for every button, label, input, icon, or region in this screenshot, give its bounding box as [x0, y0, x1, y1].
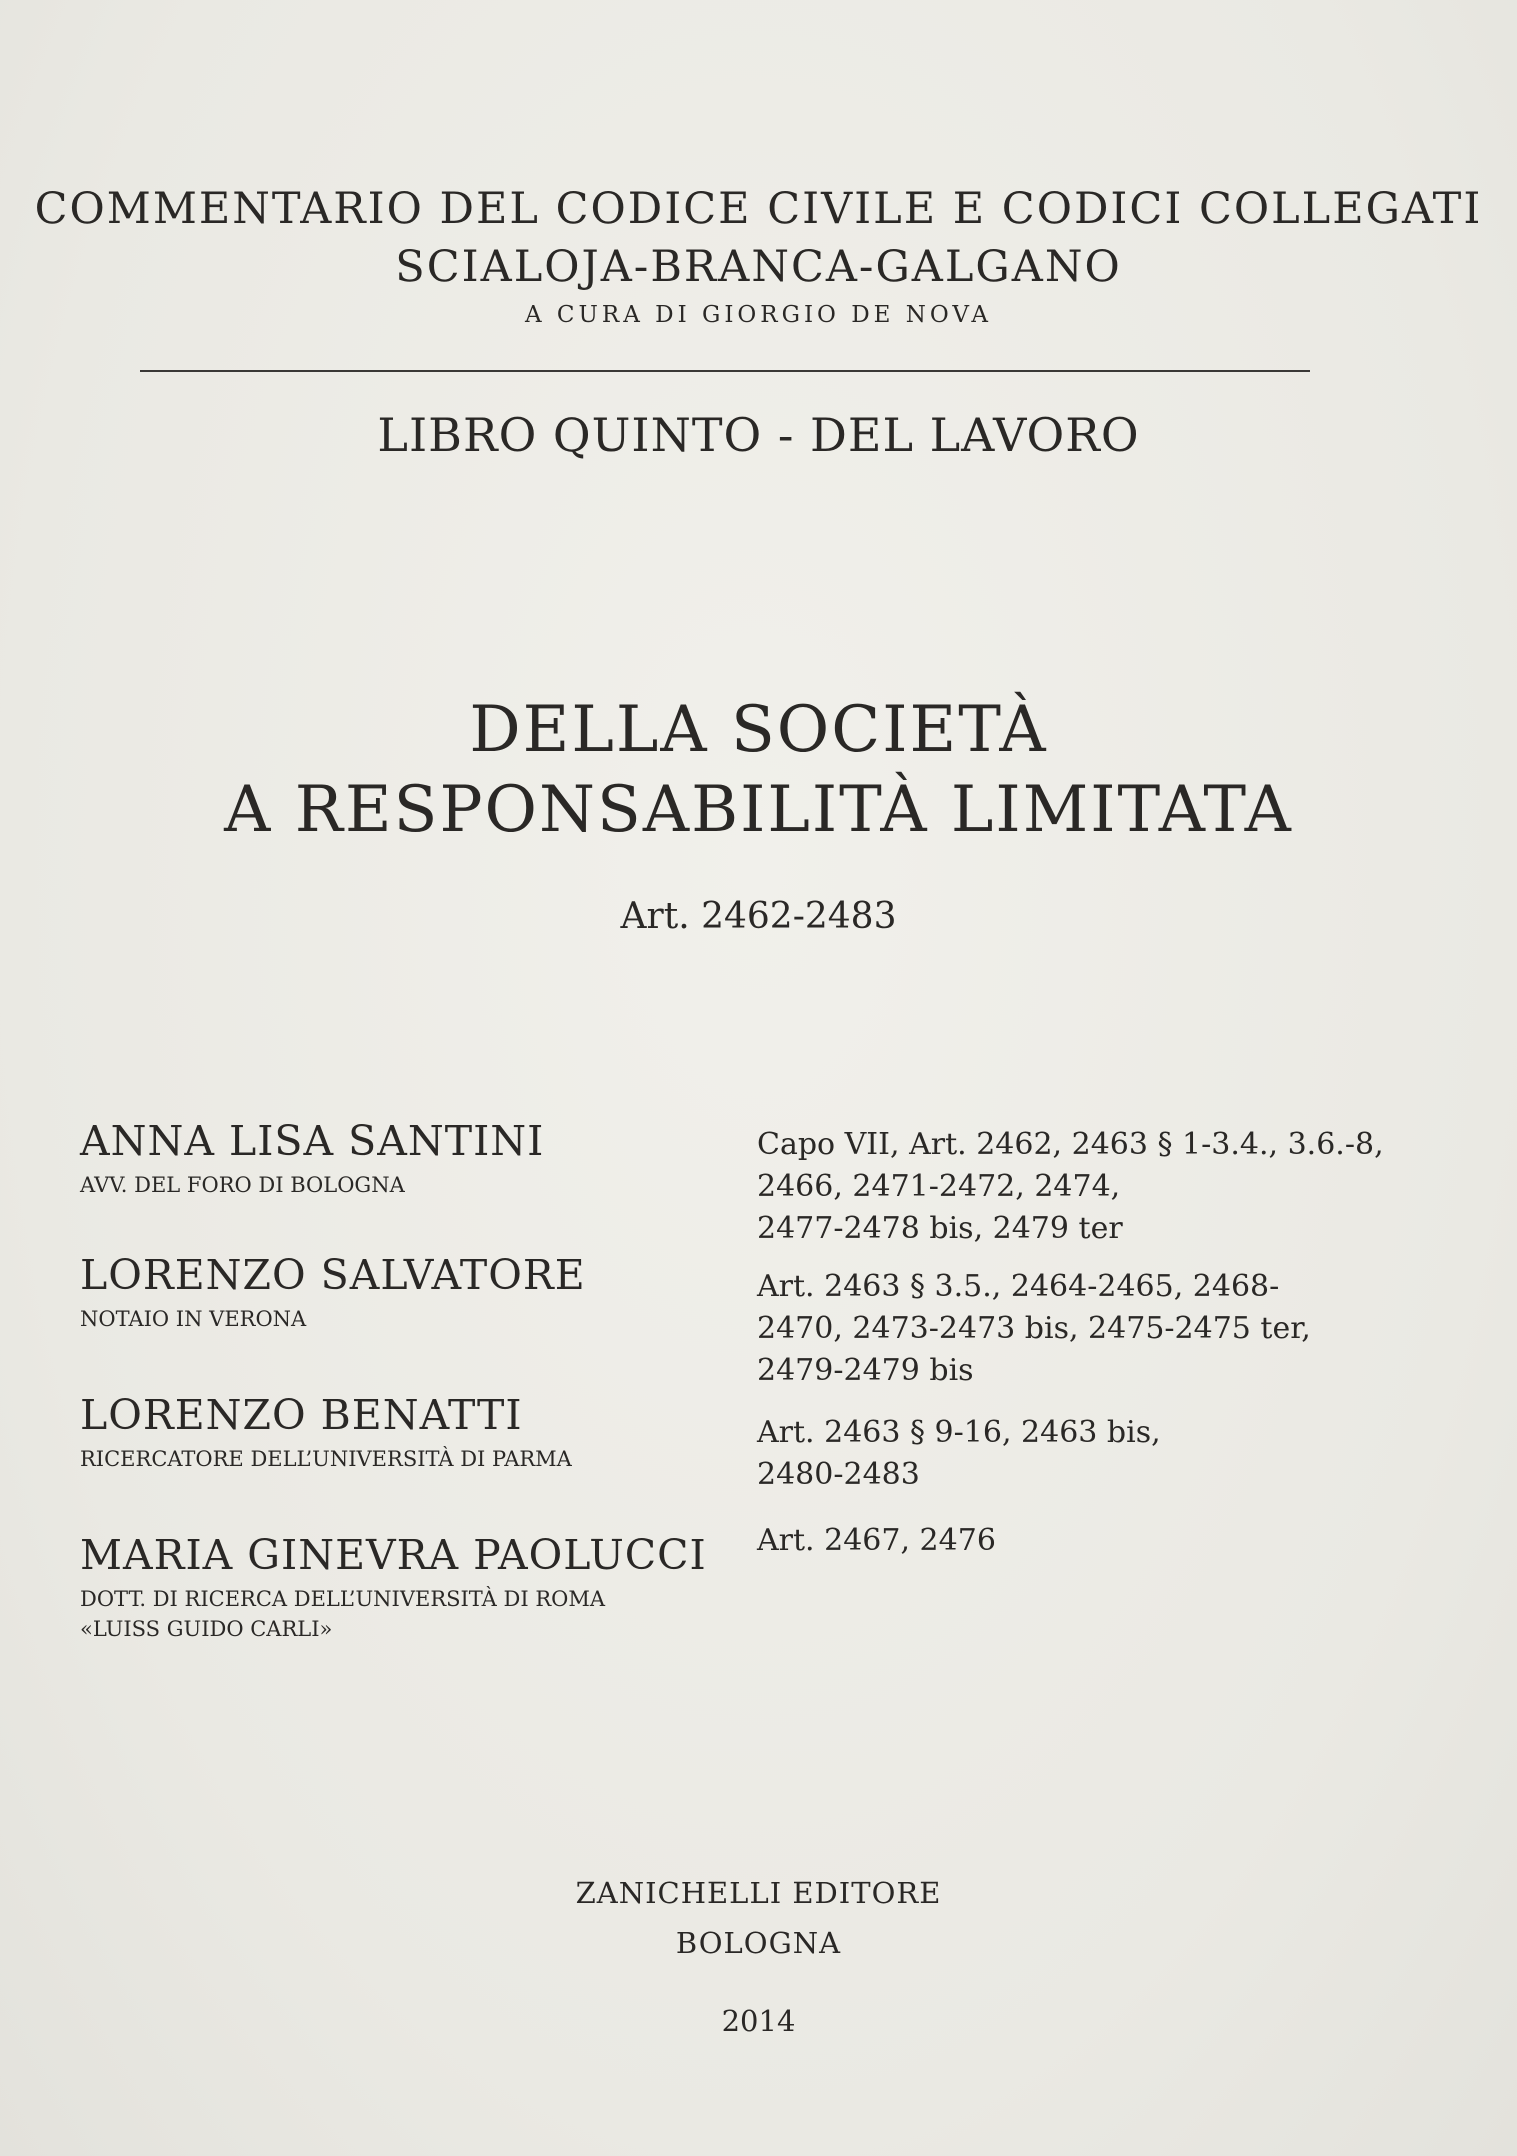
curator-line: A CURA DI GIORGIO DE NOVA: [524, 302, 992, 328]
articles-line: Art. 2467, 2476: [757, 1523, 996, 1558]
articles-range: Art. 2462-2483: [620, 896, 897, 937]
author-name: MARIA GINEVRA PAOLUCCI: [80, 1531, 707, 1579]
author-block: [80, 1390, 720, 1474]
author-articles: [757, 1266, 1457, 1392]
divider-rule: [140, 370, 1310, 372]
author-role: NOTAIO IN VERONA: [80, 1307, 307, 1331]
series-title: [0, 180, 1517, 296]
series-line-2: SCIALOJA-BRANCA-GALGANO: [395, 242, 1122, 292]
articles-line: Art. 2463 § 3.5., 2464-2465, 2468-: [757, 1269, 1280, 1304]
author-affiliation: «LUISS GUIDO CARLI»: [80, 1617, 333, 1641]
publisher-block: [0, 1868, 1517, 1968]
publication-year: 2014: [721, 2004, 796, 2038]
author-name: LORENZO SALVATORE: [80, 1251, 586, 1299]
author-articles: [757, 1520, 1457, 1562]
articles-line: 2480-2483: [757, 1457, 920, 1492]
author-role: AVV. DEL FORO DI BOLOGNA: [80, 1173, 405, 1197]
author-role: RICERCATORE DELL’UNIVERSITÀ DI PARMA: [80, 1447, 572, 1471]
publisher-city: BOLOGNA: [675, 1926, 842, 1960]
main-title-line-2: A RESPONSABILITÀ LIMITATA: [224, 773, 1293, 847]
articles-line: 2479-2479 bis: [757, 1353, 974, 1388]
articles-line: 2477-2478 bis, 2479 ter: [757, 1211, 1123, 1246]
series-line-1: COMMENTARIO DEL CODICE CIVILE E CODICI COLLEGATI: [34, 184, 1483, 234]
articles-line: 2466, 2471-2472, 2474,: [757, 1169, 1121, 1204]
author-name: LORENZO BENATTI: [80, 1391, 523, 1439]
articles-line: 2470, 2473-2473 bis, 2475-2475 ter,: [757, 1311, 1311, 1346]
articles-line: Art. 2463 § 9-16, 2463 bis,: [757, 1415, 1161, 1450]
author-articles: [757, 1124, 1457, 1250]
author-block: [80, 1250, 720, 1334]
author-role: DOTT. DI RICERCA DELL’UNIVERSITÀ DI ROMA: [80, 1587, 606, 1611]
main-title: [0, 690, 1517, 850]
author-name: ANNA LISA SANTINI: [80, 1117, 545, 1165]
author-block: [80, 1116, 720, 1200]
main-title-line-1: DELLA SOCIETÀ: [469, 693, 1048, 767]
book-title: LIBRO QUINTO - DEL LAVORO: [377, 408, 1140, 462]
publisher-name: ZANICHELLI EDITORE: [575, 1876, 942, 1910]
author-articles: [757, 1412, 1457, 1496]
author-block: [80, 1530, 720, 1644]
articles-line: Capo VII, Art. 2462, 2463 § 1-3.4., 3.6.-8,: [757, 1127, 1384, 1162]
